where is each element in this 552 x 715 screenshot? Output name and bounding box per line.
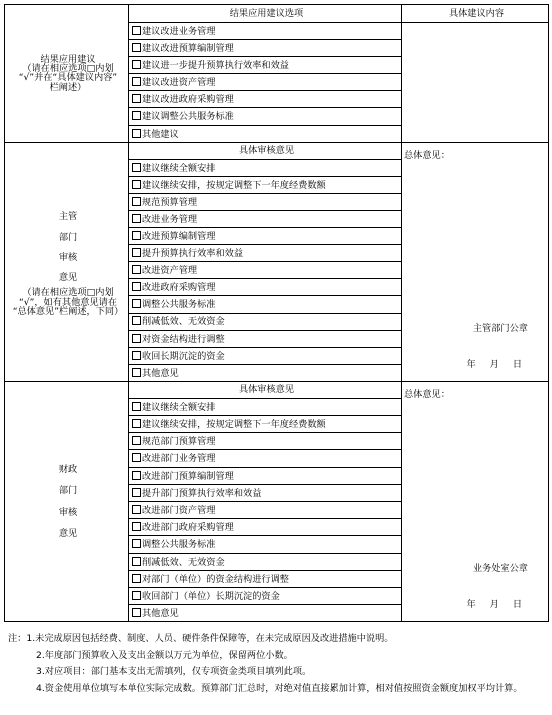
section3-row-header	[5, 381, 129, 621]
official-seal-label: 业务处室公章	[472, 563, 528, 575]
section2-comment-field[interactable]	[402, 142, 549, 381]
option-review[interactable]	[129, 210, 402, 227]
option-label: 改进资产管理	[142, 265, 198, 277]
option-label: 其他意见	[142, 367, 179, 379]
checkbox[interactable]	[132, 471, 141, 480]
checkbox[interactable]	[132, 163, 141, 172]
section1-row-header	[5, 5, 129, 143]
option-label: 改进部门业务管理	[142, 453, 216, 465]
option-review[interactable]	[129, 159, 402, 176]
option-suggestion[interactable]	[129, 57, 402, 74]
date-label	[452, 600, 522, 609]
evaluation-form-table	[4, 4, 549, 622]
option-suggestion[interactable]	[129, 23, 402, 40]
checkbox[interactable]	[132, 77, 141, 86]
option-label: 提升部门预算执行效率和效益	[142, 487, 262, 499]
checkbox[interactable]	[132, 316, 141, 325]
option-label: 建议继续安排，按规定调整下一年度经费数额	[142, 179, 326, 191]
option-review[interactable]	[129, 450, 402, 467]
checkbox[interactable]	[132, 522, 141, 531]
option-label: 改进部门政府采购管理	[142, 522, 234, 534]
checkbox[interactable]	[132, 197, 141, 206]
section1-instruction: （请在相应选项□内划 “√”并在“具体建议内容” 栏阐述）	[18, 63, 118, 93]
option-label: 收回长期沉淀的资金	[142, 350, 225, 362]
checkbox[interactable]	[132, 43, 141, 52]
option-label: 建议继续全额安排	[142, 401, 216, 413]
year-label: 年	[466, 358, 476, 370]
checkbox[interactable]	[132, 334, 141, 343]
checkbox[interactable]	[132, 248, 141, 257]
month-label: 月	[489, 599, 499, 611]
option-label: 削减低效、无效资金	[142, 316, 225, 328]
option-review[interactable]	[129, 484, 402, 501]
checkbox[interactable]	[132, 368, 141, 377]
option-label: 收回部门（单位）长期沉淀的资金	[142, 590, 280, 602]
checkbox[interactable]	[132, 111, 141, 120]
section1-content-header: 具体建议内容	[402, 5, 549, 23]
checkbox[interactable]	[132, 591, 141, 600]
option-label: 建议调整公共服务标准	[142, 111, 234, 123]
option-label: 削减低效、无效资金	[142, 556, 225, 568]
checkbox[interactable]	[132, 94, 141, 103]
option-label: 规范预算管理	[142, 196, 198, 208]
option-review[interactable]	[129, 467, 402, 484]
checkbox[interactable]	[132, 419, 141, 428]
section1-header-row	[5, 5, 549, 23]
option-label: 改进部门预算编制管理	[142, 470, 234, 482]
checkbox[interactable]	[132, 505, 141, 514]
option-label: 其他意见	[142, 608, 179, 620]
option-label: 建议改进业务管理	[142, 25, 216, 37]
option-review[interactable]	[129, 228, 402, 245]
section2-title: 主管 部门 审核 意见	[58, 211, 78, 284]
note-3: 3.对应项目：部门基本支出无需填列，仅专项资金类项目填列此项。	[36, 666, 312, 678]
option-review[interactable]	[129, 193, 402, 210]
option-label: 建议进一步提升预算执行效率和效益	[142, 60, 289, 72]
option-label: 提升预算执行效率和效益	[142, 248, 244, 260]
checkbox[interactable]	[132, 402, 141, 411]
official-seal-label: 主管部门公章	[472, 322, 528, 334]
option-review[interactable]	[129, 553, 402, 570]
checkbox[interactable]	[132, 282, 141, 291]
section1-title: 结果应用建议	[40, 53, 96, 65]
note-2: 2.年度部门预算收入及支出金额以万元为单位，保留两位小数。	[36, 649, 293, 661]
option-label: 改进政府采购管理	[142, 282, 216, 294]
checkbox[interactable]	[132, 436, 141, 445]
option-suggestion[interactable]	[129, 74, 402, 91]
section3-header-row	[5, 381, 549, 398]
suggestion-content-field[interactable]	[402, 23, 549, 143]
checkbox[interactable]	[132, 299, 141, 308]
option-review[interactable]	[129, 416, 402, 433]
option-review[interactable]	[129, 262, 402, 279]
option-review[interactable]	[129, 313, 402, 330]
checkbox[interactable]	[132, 231, 141, 240]
note-1: 注：1.未完成原因包括经费、制度、人员、硬件条件保障等，在未完成原因及改进措施中说明。	[8, 633, 394, 644]
option-review[interactable]	[129, 347, 402, 364]
notes	[8, 631, 548, 697]
checkbox[interactable]	[132, 351, 141, 360]
option-label: 改进业务管理	[142, 213, 198, 225]
section2-options-header: 具体审核意见	[129, 142, 402, 159]
option-suggestion[interactable]	[129, 40, 402, 57]
option-review[interactable]	[129, 398, 402, 415]
option-label: 对部门（单位）的资金结构进行调整	[142, 573, 289, 585]
checkbox[interactable]	[132, 180, 141, 189]
month-label: 月	[489, 358, 499, 370]
option-review[interactable]	[129, 570, 402, 587]
option-suggestion[interactable]	[129, 125, 402, 142]
overall-opinion-label: 总体意见：	[404, 388, 450, 400]
option-review[interactable]	[129, 519, 402, 536]
option-suggestion[interactable]	[129, 91, 402, 108]
checkbox[interactable]	[132, 539, 141, 548]
option-review[interactable]	[129, 176, 402, 193]
section2-instruction: （请在相应选项□内划 “√”，如有其他意见请在 “总体意见”栏阐述，下同）	[12, 287, 124, 317]
option-label: 建议改进政府采购管理	[142, 94, 234, 106]
option-review[interactable]	[129, 296, 402, 313]
checkbox[interactable]	[132, 574, 141, 583]
section3-options-header: 具体审核意见	[129, 381, 402, 398]
section2-row-header	[5, 142, 129, 381]
checkbox[interactable]	[132, 214, 141, 223]
option-label: 其他建议	[142, 128, 179, 140]
option-label: 建议继续安排，按规定调整下一年度经费数额	[142, 419, 326, 431]
section3-comment-field[interactable]	[402, 381, 549, 621]
overall-opinion-label: 总体意见：	[404, 149, 450, 161]
day-label: 日	[512, 599, 522, 611]
checkbox[interactable]	[132, 453, 141, 462]
option-review[interactable]	[129, 364, 402, 381]
year-label: 年	[466, 599, 476, 611]
checkbox[interactable]	[132, 488, 141, 497]
checkbox[interactable]	[132, 557, 141, 566]
section3-title: 财政 部门 审核 意见	[58, 464, 78, 539]
option-label: 规范部门预算管理	[142, 436, 216, 448]
checkbox[interactable]	[132, 265, 141, 274]
option-label: 建议继续全额安排	[142, 162, 216, 174]
section1-options-header: 结果应用建议选项	[129, 5, 402, 23]
option-review[interactable]	[129, 433, 402, 450]
option-label: 改进部门资产管理	[142, 504, 216, 516]
checkbox[interactable]	[132, 60, 141, 69]
option-label: 改进预算编制管理	[142, 230, 216, 242]
option-review[interactable]	[129, 605, 402, 622]
section2-header-row	[5, 142, 549, 159]
option-review[interactable]	[129, 587, 402, 604]
checkbox[interactable]	[132, 608, 141, 617]
option-review[interactable]	[129, 502, 402, 519]
option-label: 调整公共服务标准	[142, 299, 216, 311]
checkbox[interactable]	[132, 26, 141, 35]
option-review[interactable]	[129, 279, 402, 296]
note-4: 4.资金使用单位填写本单位实际完成数。预算部门汇总时，对绝对值直接累加计算，相对值按照资金额度加权平均计算。	[36, 682, 523, 694]
option-label: 调整公共服务标准	[142, 539, 216, 551]
option-suggestion[interactable]	[129, 108, 402, 125]
checkbox[interactable]	[132, 129, 141, 138]
day-label: 日	[512, 358, 522, 370]
option-review[interactable]	[129, 245, 402, 262]
option-review[interactable]	[129, 536, 402, 553]
option-label: 建议改进资产管理	[142, 77, 216, 89]
option-review[interactable]	[129, 330, 402, 347]
option-label: 建议改进预算编制管理	[142, 43, 234, 55]
date-label	[452, 360, 522, 369]
option-label: 对资金结构进行调整	[142, 333, 225, 345]
